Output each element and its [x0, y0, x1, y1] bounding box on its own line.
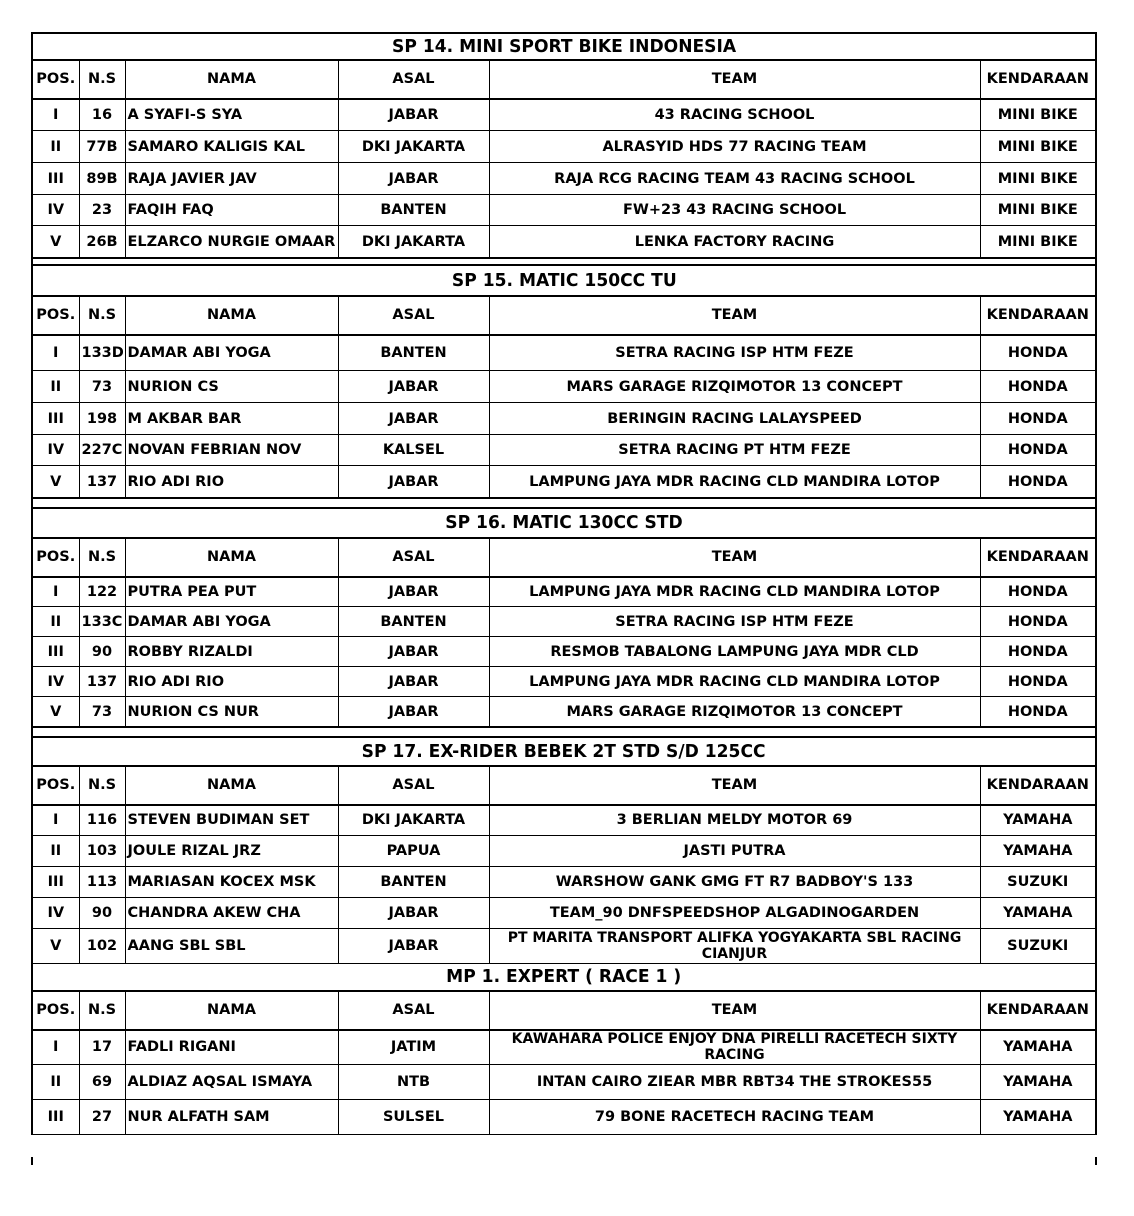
cell-nama: CHANDRA AKEW CHA — [125, 898, 338, 929]
cell-asal: BANTEN — [338, 335, 489, 371]
cell-kend: HONDA — [980, 637, 1095, 667]
cell-pos: I — [33, 1030, 79, 1065]
cell-kend: MINI BIKE — [980, 195, 1095, 226]
table-header-row — [33, 539, 1095, 577]
cell-ns: 77B — [79, 131, 125, 163]
results-table — [33, 296, 1095, 498]
cell-ns: 69 — [79, 1065, 125, 1100]
table-header-row — [33, 61, 1095, 99]
cell-asal: JABAR — [338, 577, 489, 607]
cell-team: LENKA FACTORY RACING — [489, 226, 980, 258]
table-row — [33, 805, 1095, 836]
table-row — [33, 335, 1095, 371]
cell-ns: 90 — [79, 898, 125, 929]
cell-nama: ALDIAZ AQSAL ISMAYA — [125, 1065, 338, 1100]
cell-ns: 73 — [79, 371, 125, 403]
cell-asal: JABAR — [338, 697, 489, 727]
cell-nama: STEVEN BUDIMAN SET — [125, 805, 338, 836]
cell-team: TEAM_90 DNFSPEEDSHOP ALGADINOGARDEN — [489, 898, 980, 929]
section-title-text: SP 15. MATIC 150CC TU — [451, 269, 677, 291]
cell-team: PT MARITA TRANSPORT ALIFKA YOGYAKARTA SBL RACING CIANJUR — [489, 929, 980, 964]
cell-ns: 198 — [79, 403, 125, 435]
cell-asal: PAPUA — [338, 836, 489, 867]
cell-kend: HONDA — [980, 607, 1095, 637]
cell-pos: IV — [33, 195, 79, 226]
cell-nama: RIO ADI RIO — [125, 667, 338, 697]
cell-nama: SAMARO KALIGIS KAL — [125, 131, 338, 163]
cell-asal: DKI JAKARTA — [338, 226, 489, 258]
results-section — [33, 509, 1095, 738]
cell-nama: FADLI RIGANI — [125, 1030, 338, 1065]
section-divider — [33, 498, 1095, 509]
cell-pos: II — [33, 607, 79, 637]
cell-nama: PUTRA PEA PUT — [125, 577, 338, 607]
table-row — [33, 836, 1095, 867]
results-section — [33, 266, 1095, 509]
cell-pos: IV — [33, 898, 79, 929]
cell-team: KAWAHARA POLICE ENJOY DNA PIRELLI RACETECH SIXTY RACING — [489, 1030, 980, 1065]
cell-team: WARSHOW GANK GMG FT R7 BADBOY'S 133 — [489, 867, 980, 898]
cell-asal: JABAR — [338, 99, 489, 131]
cell-asal: BANTEN — [338, 195, 489, 226]
section-title — [33, 266, 1095, 296]
column-header-pos: POS. — [33, 767, 79, 805]
table-row — [33, 435, 1095, 466]
cell-ns: 27 — [79, 1100, 125, 1135]
column-header-ns: N.S — [79, 539, 125, 577]
column-header-nama: NAMA — [125, 61, 338, 99]
cell-ns: 102 — [79, 929, 125, 964]
cell-ns: 227C — [79, 435, 125, 466]
results-section — [33, 964, 1095, 1135]
cell-ns: 122 — [79, 577, 125, 607]
column-header-nama: NAMA — [125, 992, 338, 1030]
cell-pos: IV — [33, 667, 79, 697]
table-row — [33, 1065, 1095, 1100]
table-row — [33, 226, 1095, 258]
column-header-kend: KENDARAAN — [980, 297, 1095, 335]
cell-kend: MINI BIKE — [980, 163, 1095, 195]
column-header-kend: KENDARAAN — [980, 992, 1095, 1030]
cell-team: LAMPUNG JAYA MDR RACING CLD MANDIRA LOTOP — [489, 466, 980, 498]
cell-pos: I — [33, 99, 79, 131]
section-title-text: MP 1. EXPERT ( RACE 1 ) — [446, 966, 682, 987]
table-row — [33, 607, 1095, 637]
table-row — [33, 371, 1095, 403]
cell-team: 79 BONE RACETECH RACING TEAM — [489, 1100, 980, 1135]
cell-kend: YAMAHA — [980, 836, 1095, 867]
cell-team: INTAN CAIRO ZIEAR MBR RBT34 THE STROKES55 — [489, 1065, 980, 1100]
cell-team: 3 BERLIAN MELDY MOTOR 69 — [489, 805, 980, 836]
cell-kend: HONDA — [980, 466, 1095, 498]
cell-ns: 89B — [79, 163, 125, 195]
cell-team: LAMPUNG JAYA MDR RACING CLD MANDIRA LOTOP — [489, 577, 980, 607]
page-bottom-edge — [31, 1157, 1097, 1165]
column-header-team: TEAM — [489, 992, 980, 1030]
table-header-row — [33, 297, 1095, 335]
cell-nama: NURION CS — [125, 371, 338, 403]
cell-nama: DAMAR ABI YOGA — [125, 607, 338, 637]
cell-kend: HONDA — [980, 335, 1095, 371]
cell-team: 43 RACING SCHOOL — [489, 99, 980, 131]
cell-nama: NURION CS NUR — [125, 697, 338, 727]
results-table — [33, 766, 1095, 964]
cell-pos: III — [33, 867, 79, 898]
results-document — [31, 32, 1097, 1135]
section-title-text: SP 14. MINI SPORT BIKE INDONESIA — [391, 35, 737, 57]
section-title — [33, 964, 1095, 991]
section-title-text: SP 17. EX-RIDER BEBEK 2T STD S/D 125CC — [362, 740, 766, 762]
cell-ns: 133C — [79, 607, 125, 637]
cell-pos: II — [33, 836, 79, 867]
cell-kend: HONDA — [980, 667, 1095, 697]
section-divider — [33, 727, 1095, 738]
table-row — [33, 1100, 1095, 1135]
cell-kend: MINI BIKE — [980, 99, 1095, 131]
cell-kend: HONDA — [980, 697, 1095, 727]
cell-asal: BANTEN — [338, 607, 489, 637]
cell-asal: SULSEL — [338, 1100, 489, 1135]
table-header-row — [33, 992, 1095, 1030]
cell-team: JASTI PUTRA — [489, 836, 980, 867]
column-header-asal: ASAL — [338, 539, 489, 577]
cell-ns: 113 — [79, 867, 125, 898]
table-row — [33, 1030, 1095, 1065]
column-header-team: TEAM — [489, 61, 980, 99]
cell-nama: NOVAN FEBRIAN NOV — [125, 435, 338, 466]
cell-pos: II — [33, 131, 79, 163]
column-header-nama: NAMA — [125, 767, 338, 805]
results-table — [33, 538, 1095, 727]
table-row — [33, 929, 1095, 964]
cell-ns: 16 — [79, 99, 125, 131]
cell-kend: HONDA — [980, 403, 1095, 435]
cell-pos: I — [33, 577, 79, 607]
column-header-ns: N.S — [79, 61, 125, 99]
cell-kend: SUZUKI — [980, 867, 1095, 898]
column-header-kend: KENDARAAN — [980, 61, 1095, 99]
cell-ns: 137 — [79, 466, 125, 498]
results-table — [33, 991, 1095, 1135]
column-header-pos: POS. — [33, 61, 79, 99]
column-header-pos: POS. — [33, 297, 79, 335]
cell-kend: YAMAHA — [980, 1030, 1095, 1065]
table-row — [33, 403, 1095, 435]
cell-pos: V — [33, 697, 79, 727]
table-row — [33, 163, 1095, 195]
cell-team: BERINGIN RACING LALAYSPEED — [489, 403, 980, 435]
cell-kend: HONDA — [980, 577, 1095, 607]
cell-asal: KALSEL — [338, 435, 489, 466]
cell-team: MARS GARAGE RIZQIMOTOR 13 CONCEPT — [489, 371, 980, 403]
results-table — [33, 60, 1095, 258]
cell-asal: JABAR — [338, 667, 489, 697]
results-section — [33, 34, 1095, 266]
cell-kend: YAMAHA — [980, 898, 1095, 929]
cell-kend: HONDA — [980, 371, 1095, 403]
cell-kend: YAMAHA — [980, 1065, 1095, 1100]
cell-nama: ROBBY RIZALDI — [125, 637, 338, 667]
cell-ns: 26B — [79, 226, 125, 258]
cell-nama: AANG SBL SBL — [125, 929, 338, 964]
cell-asal: JABAR — [338, 403, 489, 435]
cell-asal: JABAR — [338, 898, 489, 929]
cell-team: RESMOB TABALONG LAMPUNG JAYA MDR CLD — [489, 637, 980, 667]
table-row — [33, 577, 1095, 607]
cell-pos: III — [33, 637, 79, 667]
cell-asal: BANTEN — [338, 867, 489, 898]
column-header-kend: KENDARAAN — [980, 539, 1095, 577]
cell-ns: 17 — [79, 1030, 125, 1065]
cell-team: SETRA RACING ISP HTM FEZE — [489, 607, 980, 637]
table-row — [33, 466, 1095, 498]
column-header-ns: N.S — [79, 992, 125, 1030]
cell-nama: A SYAFI-S SYA — [125, 99, 338, 131]
table-row — [33, 898, 1095, 929]
cell-ns: 116 — [79, 805, 125, 836]
cell-pos: V — [33, 226, 79, 258]
cell-asal: NTB — [338, 1065, 489, 1100]
cell-pos: III — [33, 403, 79, 435]
cell-nama: RIO ADI RIO — [125, 466, 338, 498]
cell-team: RAJA RCG RACING TEAM 43 RACING SCHOOL — [489, 163, 980, 195]
cell-asal: DKI JAKARTA — [338, 131, 489, 163]
cell-pos: II — [33, 1065, 79, 1100]
column-header-ns: N.S — [79, 297, 125, 335]
cell-kend: MINI BIKE — [980, 131, 1095, 163]
cell-kend: MINI BIKE — [980, 226, 1095, 258]
cell-pos: III — [33, 1100, 79, 1135]
cell-team: MARS GARAGE RIZQIMOTOR 13 CONCEPT — [489, 697, 980, 727]
column-header-team: TEAM — [489, 539, 980, 577]
cell-ns: 23 — [79, 195, 125, 226]
cell-nama: JOULE RIZAL JRZ — [125, 836, 338, 867]
section-title-text: SP 16. MATIC 130CC STD — [445, 512, 683, 533]
cell-nama: M AKBAR BAR — [125, 403, 338, 435]
column-header-kend: KENDARAAN — [980, 767, 1095, 805]
cell-ns: 90 — [79, 637, 125, 667]
table-row — [33, 637, 1095, 667]
column-header-pos: POS. — [33, 992, 79, 1030]
cell-nama: DAMAR ABI YOGA — [125, 335, 338, 371]
column-header-asal: ASAL — [338, 767, 489, 805]
cell-team: SETRA RACING ISP HTM FEZE — [489, 335, 980, 371]
cell-kend: YAMAHA — [980, 1100, 1095, 1135]
table-row — [33, 867, 1095, 898]
section-divider — [33, 258, 1095, 266]
cell-ns: 73 — [79, 697, 125, 727]
cell-pos: V — [33, 929, 79, 964]
table-row — [33, 99, 1095, 131]
cell-pos: I — [33, 805, 79, 836]
cell-ns: 137 — [79, 667, 125, 697]
results-section — [33, 738, 1095, 964]
column-header-nama: NAMA — [125, 539, 338, 577]
cell-kend: YAMAHA — [980, 805, 1095, 836]
cell-asal: JABAR — [338, 466, 489, 498]
cell-nama: ELZARCO NURGIE OMAAR — [125, 226, 338, 258]
cell-pos: II — [33, 371, 79, 403]
cell-nama: NUR ALFATH SAM — [125, 1100, 338, 1135]
table-row — [33, 195, 1095, 226]
table-row — [33, 697, 1095, 727]
table-header-row — [33, 767, 1095, 805]
cell-ns: 133D — [79, 335, 125, 371]
cell-team: ALRASYID HDS 77 RACING TEAM — [489, 131, 980, 163]
cell-asal: DKI JAKARTA — [338, 805, 489, 836]
column-header-ns: N.S — [79, 767, 125, 805]
cell-pos: I — [33, 335, 79, 371]
cell-nama: FAQIH FAQ — [125, 195, 338, 226]
column-header-team: TEAM — [489, 767, 980, 805]
column-header-pos: POS. — [33, 539, 79, 577]
cell-nama: MARIASAN KOCEX MSK — [125, 867, 338, 898]
cell-asal: JABAR — [338, 929, 489, 964]
cell-pos: IV — [33, 435, 79, 466]
cell-pos: III — [33, 163, 79, 195]
cell-asal: JATIM — [338, 1030, 489, 1065]
table-row — [33, 667, 1095, 697]
cell-asal: JABAR — [338, 637, 489, 667]
column-header-asal: ASAL — [338, 992, 489, 1030]
cell-kend: SUZUKI — [980, 929, 1095, 964]
cell-kend: HONDA — [980, 435, 1095, 466]
column-header-asal: ASAL — [338, 61, 489, 99]
table-row — [33, 131, 1095, 163]
cell-team: LAMPUNG JAYA MDR RACING CLD MANDIRA LOTOP — [489, 667, 980, 697]
cell-pos: V — [33, 466, 79, 498]
cell-team: FW+23 43 RACING SCHOOL — [489, 195, 980, 226]
section-title — [33, 509, 1095, 538]
cell-team: SETRA RACING PT HTM FEZE — [489, 435, 980, 466]
cell-ns: 103 — [79, 836, 125, 867]
column-header-nama: NAMA — [125, 297, 338, 335]
section-title — [33, 34, 1095, 60]
section-title — [33, 738, 1095, 766]
cell-asal: JABAR — [338, 371, 489, 403]
column-header-asal: ASAL — [338, 297, 489, 335]
cell-asal: JABAR — [338, 163, 489, 195]
cell-nama: RAJA JAVIER JAV — [125, 163, 338, 195]
column-header-team: TEAM — [489, 297, 980, 335]
